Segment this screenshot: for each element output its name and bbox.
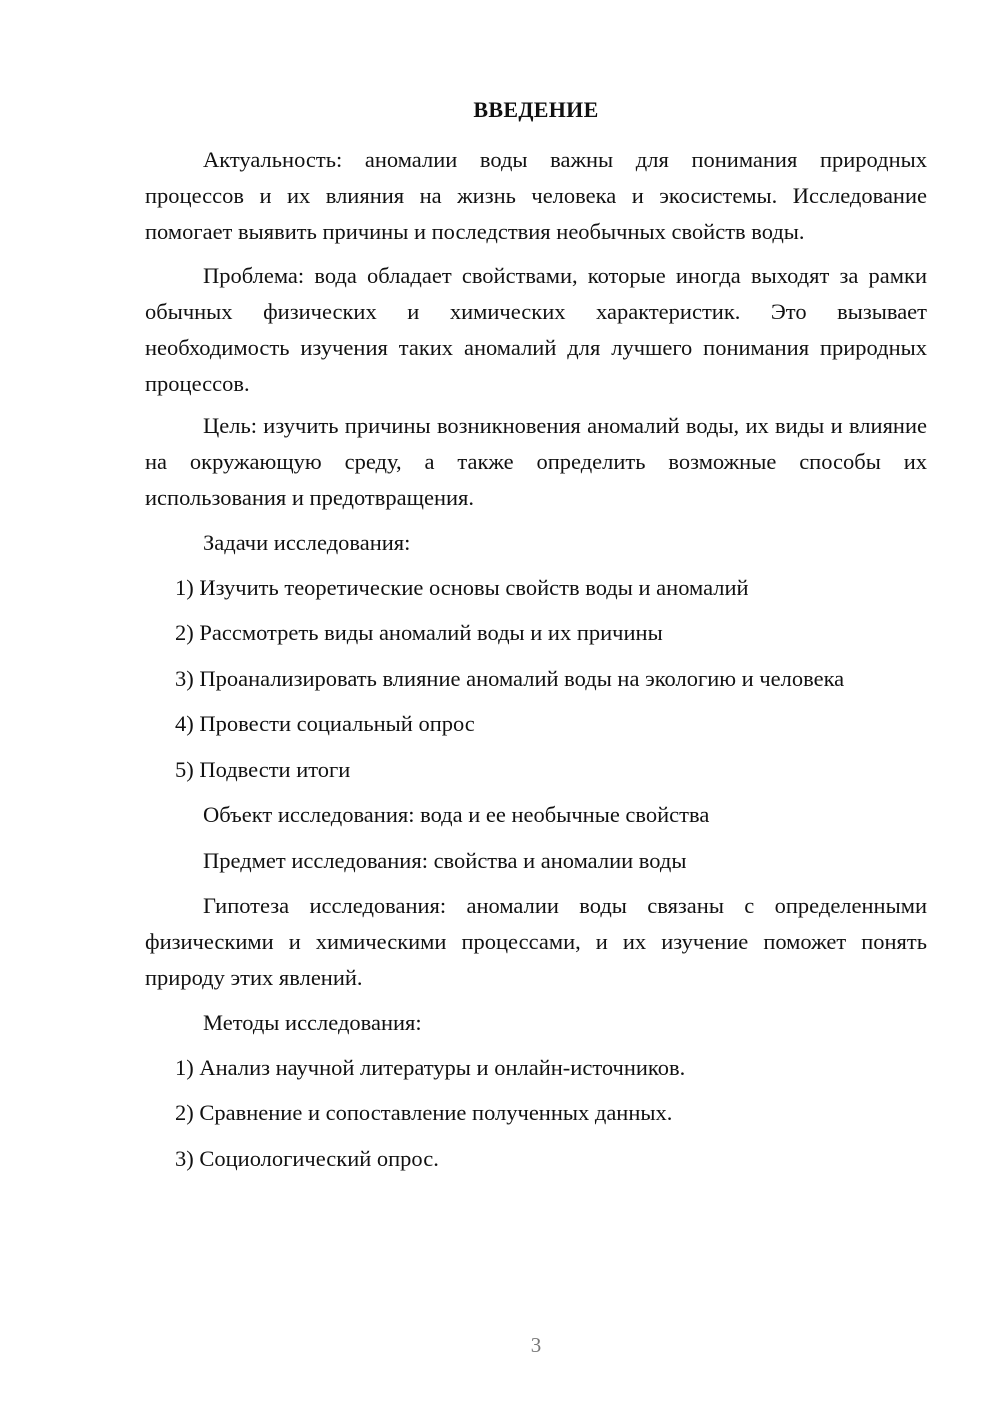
page-number: 3	[530, 1333, 542, 1357]
goal-paragraph: Цель: изучить причины возникновения аномалий воды, их виды и влияние на окружающую среду, а также определить возможные способы их использования и предотвращения.	[145, 413, 927, 510]
task-item: 1) Изучить теоретические основы свойств воды и аномалий	[175, 575, 749, 600]
method-item: 3) Социологический опрос.	[175, 1146, 439, 1171]
method-item: 1) Анализ научной литературы и онлайн-источников.	[175, 1055, 686, 1080]
research-object: Объект исследования: вода и ее необычные свойства	[203, 802, 710, 827]
task-item: 2) Рассмотреть виды аномалий воды и их причины	[175, 620, 663, 645]
hypothesis-paragraph: Гипотеза исследования: аномалии воды связаны с определенными физическими и химическими процессами, и их изучение поможет понять природу этих явлений.	[145, 893, 927, 990]
task-item: 5) Подвести итоги	[175, 757, 351, 782]
task-item: 3) Проанализировать влияние аномалий воды на экологию и человека	[175, 666, 845, 691]
section-heading: ВВЕДЕНИЕ	[473, 97, 599, 122]
task-item: 4) Провести социальный опрос	[175, 711, 475, 736]
problem-paragraph: Проблема: вода обладает свойствами, которые иногда выходят за рамки обычных физических и химических характеристик. Это вызывает необходимость изучения таких аномалий для лучшего понимания природных процессов.	[145, 263, 927, 396]
tasks-heading: Задачи исследования:	[203, 530, 411, 555]
method-item: 2) Сравнение и сопоставление полученных данных.	[175, 1100, 673, 1125]
relevance-paragraph: Актуальность: аномалии воды важны для понимания природных процессов и их влияния на жизнь человека и экосистемы. Исследование помогает выявить причины и последствия необычных свойств воды.	[145, 147, 927, 244]
methods-heading: Методы исследования:	[203, 1010, 422, 1035]
research-subject: Предмет исследования: свойства и аномалии воды	[203, 848, 687, 873]
